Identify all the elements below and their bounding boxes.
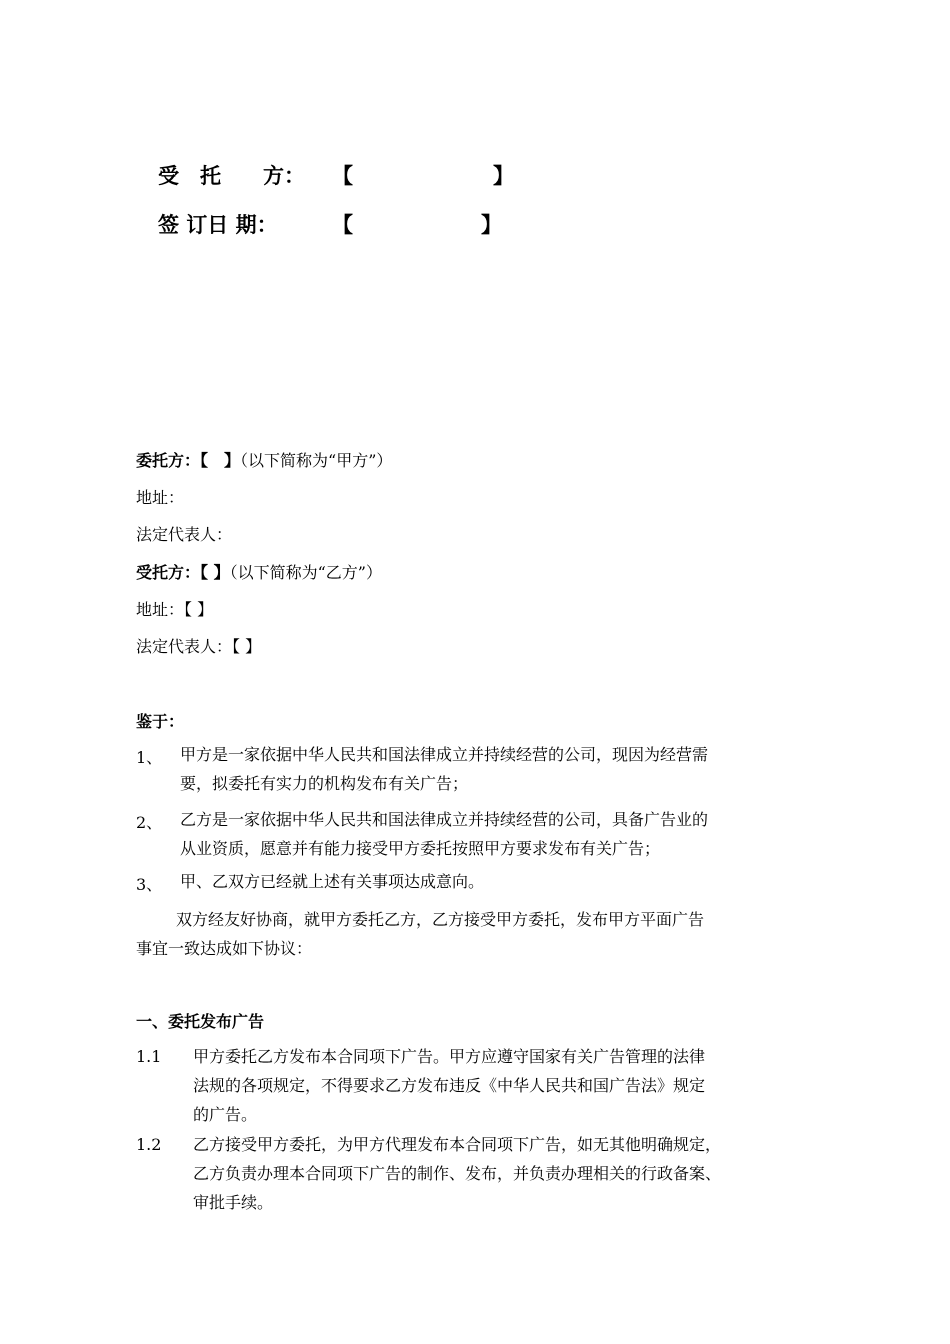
party-a-note: （以下简称为“甲方”） xyxy=(240,451,393,470)
party-a-label: 委托方：【 】 xyxy=(136,451,241,470)
clause-line: 的广告。 xyxy=(193,1105,258,1124)
recital-item xyxy=(180,805,708,863)
sign-date-bracket-open: 【 xyxy=(332,213,353,237)
party-b-address: 地址：【 】 xyxy=(136,600,214,619)
recital-text: 甲方是一家依据中华人民共和国法律成立并持续经营的公司，现因为经营需 xyxy=(180,745,709,764)
recital-text-cont: 从业资质，愿意并有能力接受甲方委托按照甲方要求发布有关广告； xyxy=(180,839,661,858)
clause-line: 法规的各项规定，不得要求乙方发布违反《中华人民共和国广告法》规定 xyxy=(193,1076,706,1095)
clause-number: 1.2 xyxy=(136,1135,162,1154)
party-a-address: 地址： xyxy=(136,488,185,507)
party-b-label: 受托方：【 】 xyxy=(136,563,230,582)
trustee-bracket-close: 】 xyxy=(493,164,514,188)
section-heading: 一、委托发布广告 xyxy=(136,1012,265,1031)
recitals-heading: 鉴于： xyxy=(136,712,185,731)
party-a-representative: 法定代表人： xyxy=(136,525,233,544)
agreement-paragraph xyxy=(136,905,704,963)
recital-number: 1、 xyxy=(136,748,163,767)
clause-body xyxy=(193,1130,721,1217)
trustee-label: 受 托 方： xyxy=(158,164,305,188)
clause-line: 甲方委托乙方发布本合同项下广告。甲方应遵守国家有关广告管理的法律 xyxy=(193,1047,706,1066)
agreement-line: 双方经友好协商，就甲方委托乙方，乙方接受甲方委托，发布甲方平面广告 xyxy=(176,910,705,929)
trustee-bracket-open: 【 xyxy=(332,164,353,188)
sign-date-bracket-close: 】 xyxy=(481,213,502,237)
clause-line: 乙方接受甲方委托，为甲方代理发布本合同项下广告，如无其他明确规定， xyxy=(193,1135,722,1154)
recital-text: 甲、乙双方已经就上述有关事项达成意向。 xyxy=(180,872,485,891)
clause-line: 乙方负责办理本合同项下广告的制作、发布，并负责办理相关的行政备案、 xyxy=(193,1164,722,1183)
clause-body xyxy=(193,1042,705,1129)
recital-item xyxy=(180,867,484,896)
party-a-line xyxy=(136,448,392,471)
agreement-line: 事宜一致达成如下协议： xyxy=(136,939,313,958)
party-b-note: （以下简称为“乙方”） xyxy=(229,563,382,582)
recital-number: 2、 xyxy=(136,813,163,832)
recital-text-cont: 要，拟委托有实力的机构发布有关广告； xyxy=(180,774,469,793)
recital-number: 3、 xyxy=(136,875,163,894)
recital-text: 乙方是一家依据中华人民共和国法律成立并持续经营的公司，具备广告业的 xyxy=(180,810,709,829)
party-b-representative: 法定代表人：【 】 xyxy=(136,637,262,656)
clause-number: 1.1 xyxy=(136,1047,162,1066)
clause-line: 审批手续。 xyxy=(193,1193,274,1212)
recital-item xyxy=(180,740,708,798)
sign-date-label: 签 订日 期： xyxy=(158,213,278,237)
party-b-line xyxy=(136,560,382,583)
